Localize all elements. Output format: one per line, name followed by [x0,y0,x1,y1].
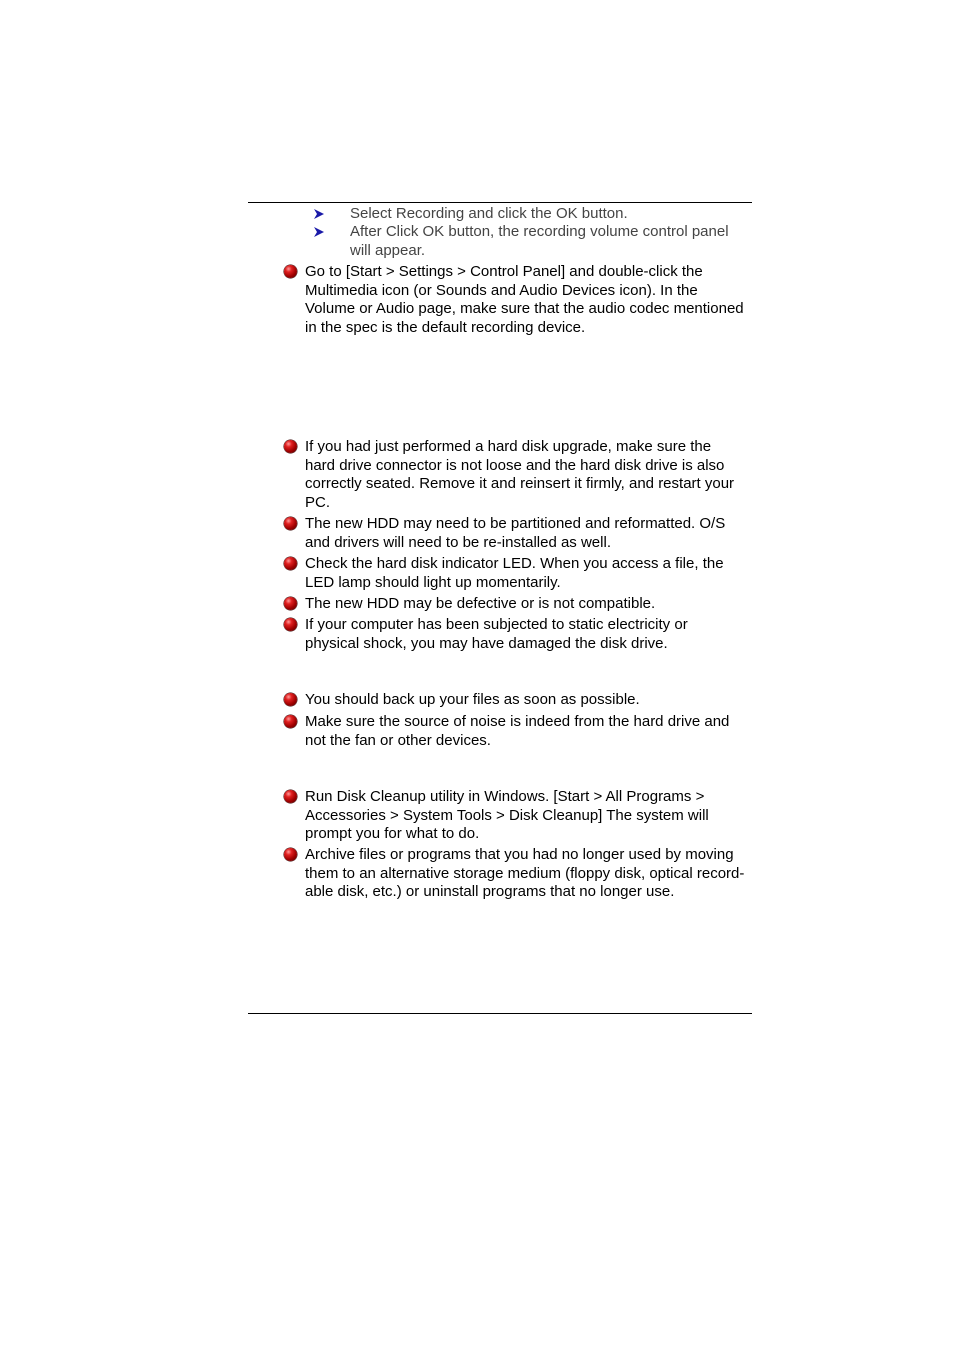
bullet-text: Check the hard disk indicator LED. When you access a file, the LED lamp should light up momentarily. [305,555,724,591]
red-ball-bullet-icon [284,790,297,803]
red-ball-bullet-icon [284,265,297,278]
step-text: Select Recording and click the OK button. [350,205,628,222]
red-ball-bullet-icon [284,848,297,861]
bullet-text: Archive files or programs that you had no longer used by moving them to an alternative storage medium (floppy disk, optical record-able disk, etc.) or uninstall programs that no longer use. [305,846,745,900]
red-ball-bullet-icon [284,557,297,570]
step-text: After Click OK button, the recording volume control panel will appear. [350,223,729,259]
red-ball-bullet-icon [284,517,297,530]
bullet-text: The new HDD may need to be partitioned and reformatted. O/S and drivers will need to be re-installed as well. [305,515,726,551]
arrow-bullet-icon [312,223,326,241]
red-ball-bullet-icon [284,715,297,728]
bullet-text: The new HDD may be defective or is not compatible. [305,595,656,612]
red-ball-bullet-icon [284,597,297,610]
bullet-text: If your computer has been subjected to static electricity or physical shock, you may have damaged the disk drive. [305,616,688,652]
bullet-text: Go to [Start > Settings > Control Panel] and double-click the Multimedia icon (or Sounds and Audio Devices icon). In the Volume or Audio page, make sure that the audio codec mentioned in the spec is the default recording device. [305,263,744,336]
footer-rule [248,1013,752,1014]
red-ball-bullet-icon [284,440,297,453]
bullet-text: Make sure the source of noise is indeed from the hard drive and not the fan or other devices. [305,713,730,749]
red-ball-bullet-icon [284,693,297,706]
arrow-bullet-icon [312,205,326,223]
red-ball-bullet-icon [284,618,297,631]
bullet-text: You should back up your files as soon as possible. [305,691,640,708]
bullet-text: Run Disk Cleanup utility in Windows. [Start > All Programs > Accessories > System Tools > Disk Cleanup] The system will prompt you for what to do. [305,788,709,842]
bullet-text: If you had just performed a hard disk upgrade, make sure the hard drive connector is not loose and the hard disk drive is also correctly seated. Remove it and reinsert it firmly, and restart your PC. [305,438,735,511]
header-rule [248,202,752,203]
